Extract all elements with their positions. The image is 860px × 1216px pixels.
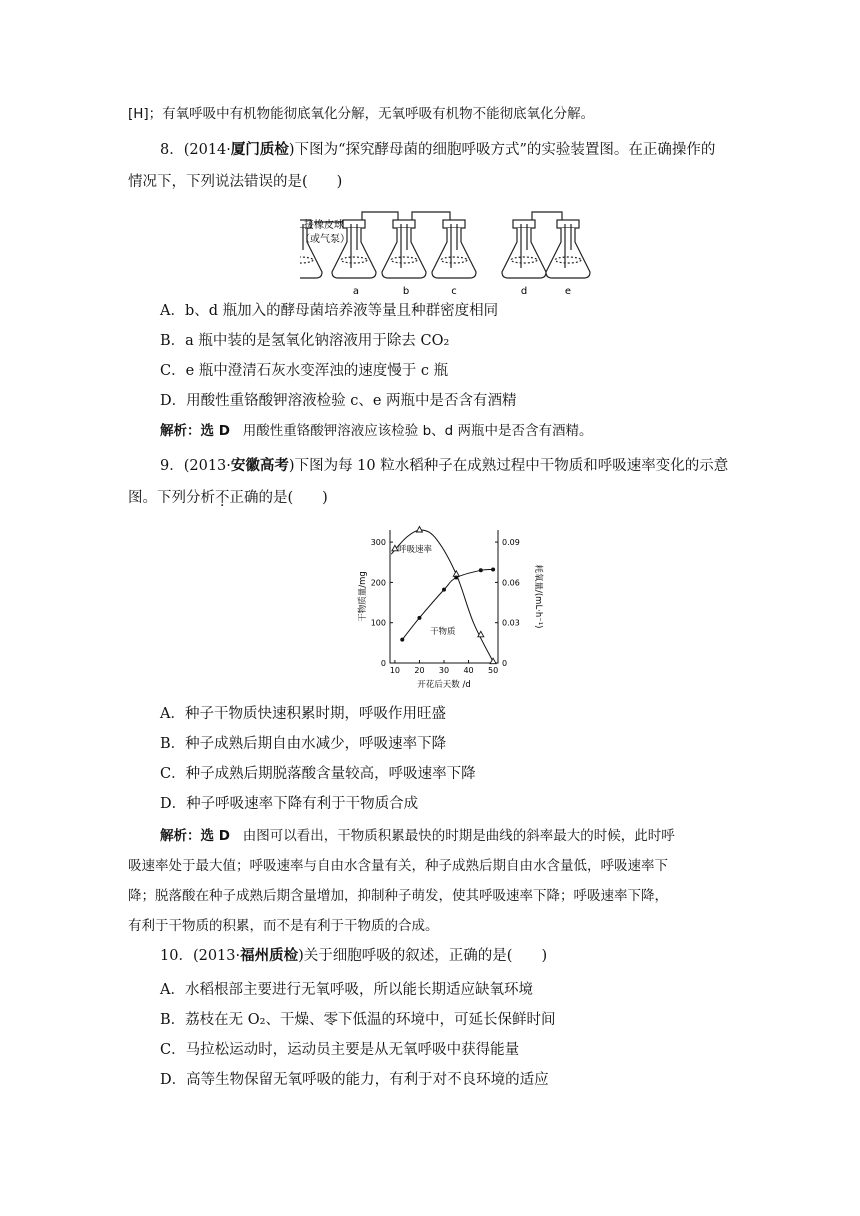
x-tick-label: 10 <box>389 666 401 675</box>
flask-label-e: e <box>564 286 572 297</box>
q9-answer-line3: 降；脱落酸在种子成熟后期含量增加，抑制种子萌发，使其呼吸速率下降；呼吸速率下降， <box>128 888 668 904</box>
q9-source: 安徽高考 <box>230 458 289 474</box>
q10-stem <box>160 946 547 966</box>
q8-option-a: A．b、d 瓶加入的酵母菌培养液等量且种群密度相同 <box>160 303 499 319</box>
flask-label-c: c <box>451 286 457 297</box>
y-left-tick-label: 200 <box>370 578 386 588</box>
q9-number: 9．(2013· <box>160 458 231 474</box>
x-tick-label: 30 <box>438 666 450 675</box>
y-left-tick-label: 300 <box>370 538 386 548</box>
y-right-tick-label: 0.09 <box>502 538 520 548</box>
y-left-tick-label: 0 <box>380 659 386 668</box>
marker-respiration <box>416 527 422 533</box>
seed-maturation-chart <box>356 524 556 704</box>
marker-dry-matter <box>491 567 495 571</box>
q8-answer-body: 用酸性重铬酸钾溶液应该检验 b、d 两瓶中是否含有酒精。 <box>242 423 593 439</box>
q9-answer-head: 解析：选 D <box>160 828 230 844</box>
q9-option-a: A．种子干物质快速积累时期，呼吸作用旺盛 <box>160 706 446 722</box>
marker-dry-matter <box>400 638 404 642</box>
q9-stem <box>160 456 728 476</box>
q10-option-c: C．马拉松运动时，运动员主要是从无氧呼吸中获得能量 <box>160 1042 520 1058</box>
q9-answer-line4: 有利于干物质的积累，而不是有利于干物质的合成。 <box>128 918 439 934</box>
q9-stem-dotted-word: 不 <box>215 490 230 506</box>
flask-label-b: b <box>402 286 410 297</box>
marker-dry-matter <box>442 588 446 592</box>
y-axis-right-label: 耗氧量/(mL·h⁻¹) <box>533 564 543 629</box>
q8-source: 厦门质检 <box>230 142 289 158</box>
q9-stem-2b: 正确的是( ) <box>229 490 328 506</box>
q8-answer <box>160 421 593 441</box>
q8-number: 8．(2014· <box>160 142 231 158</box>
x-axis-label: 开花后天数 /d <box>417 680 471 690</box>
marker-respiration <box>490 658 496 664</box>
q8-option-d: D．用酸性重铬酸钾溶液检验 c、e 两瓶中是否含有酒精 <box>160 393 517 409</box>
q10-option-b: B．荔枝在无 O₂、干燥、零下低温的环境中，可延长保鲜时间 <box>160 1012 556 1028</box>
y-right-tick-label: 0.03 <box>502 618 520 628</box>
q8-option-c: C．e 瓶中澄清石灰水变浑浊的速度慢于 c 瓶 <box>160 363 449 379</box>
q9-answer-line2: 吸速率处于最大值；呼吸速率与自由水含量有关，种子成熟后期自由水含量低，呼吸速率下 <box>128 858 668 874</box>
marker-respiration <box>453 571 459 577</box>
yeast-apparatus-figure <box>300 202 600 302</box>
q10-option-a: A．水稻根部主要进行无氧呼吸，所以能长期适应缺氧环境 <box>160 982 533 998</box>
marker-dry-matter <box>454 576 458 580</box>
q9-stem-2a: 图。下列分析 <box>128 490 215 506</box>
q8-option-b: B．a 瓶中装的是氢氧化钠溶液用于除去 CO₂ <box>160 333 450 349</box>
q10-number: 10．(2013· <box>160 948 241 964</box>
q9-answer-line1 <box>160 826 675 846</box>
flask-label-d: d <box>520 286 528 297</box>
q9-option-b: B．种子成熟后期自由水减少，呼吸速率下降 <box>160 736 447 752</box>
y-right-tick-label: 0 <box>502 659 508 668</box>
y-right-tick-label: 0.06 <box>502 578 520 588</box>
flask-label-a: a <box>352 286 360 297</box>
q7-tail: [H]；有氧呼吸中有机物能彻底氧化分解，无氧呼吸有机物不能彻底氧化分解。 <box>128 106 595 122</box>
series-label-dry-matter: 干物质 <box>430 627 456 637</box>
q9-option-c: C．种子成熟后期脱落酸含量较高，呼吸速率下降 <box>160 766 476 782</box>
y-left-tick-label: 100 <box>370 618 386 628</box>
pump-label-2: （或气泵） <box>300 234 350 245</box>
q9-answer-1: 由图可以看出，干物质积累最快的时期是曲线的斜率最大的时候，此时呼 <box>242 828 675 844</box>
q10-source: 福州质检 <box>240 948 299 964</box>
q9-stem-line2 <box>128 488 328 508</box>
y-axis-left-label: 干物质量/mg <box>358 571 368 622</box>
q9-stem-1: )下图为每 10 粒水稻种子在成熟过程中干物质和呼吸速率变化的示意 <box>288 458 729 474</box>
pump-label-1: 接橡皮球 <box>304 220 344 231</box>
series-label-respiration: 呼吸速率 <box>398 545 433 555</box>
q8-answer-head: 解析：选 D <box>160 423 230 439</box>
marker-dry-matter <box>479 568 483 572</box>
q10-stem-text: )关于细胞呼吸的叙述，正确的是( ) <box>298 948 548 964</box>
q8-stem-1: )下图为“探究酵母菌的细胞呼吸方式”的实验装置图。在正确操作的 <box>288 142 716 158</box>
x-tick-label: 40 <box>463 666 474 675</box>
q8-stem-line2: 情况下，下列说法错误的是( ) <box>128 174 343 190</box>
q9-option-d: D．种子呼吸速率下降有利于干物质合成 <box>160 796 419 812</box>
x-tick-label: 50 <box>487 666 499 675</box>
q10-option-d: D．高等生物保留无氧呼吸的能力，有利于对不良环境的适应 <box>160 1072 549 1088</box>
q8-stem <box>160 140 715 160</box>
x-tick-label: 20 <box>414 666 425 675</box>
marker-dry-matter <box>417 616 421 620</box>
